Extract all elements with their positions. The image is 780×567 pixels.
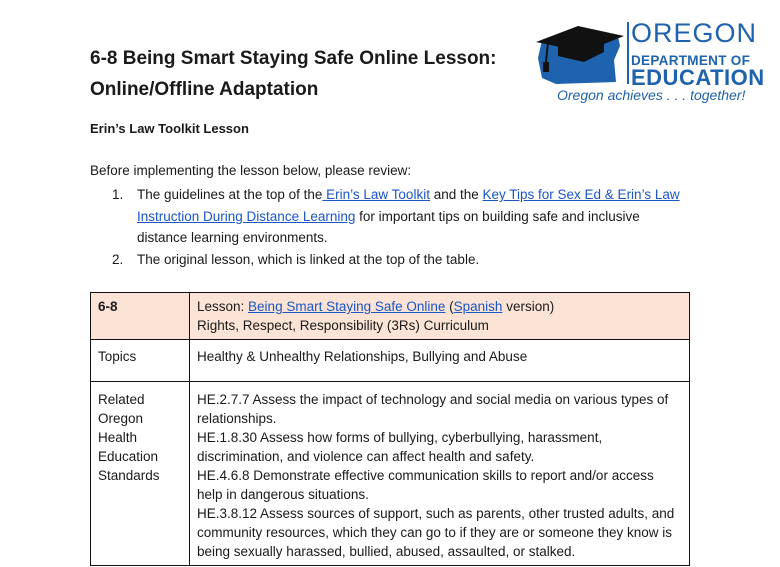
curriculum-text: Rights, Respect, Responsibility (3Rs) Curriculum [197, 318, 489, 333]
key-tips-link[interactable]: Key Tips for Sex Ed & Erin’s Law Instruction During Distance Learning [137, 187, 680, 224]
lesson-table [90, 292, 690, 566]
logo-education-text: EDUCATION [631, 65, 765, 90]
topics-label: Topics [91, 340, 190, 382]
paren-close: version) [502, 299, 555, 314]
paren-open: ( [445, 299, 454, 314]
standards-label-line: Education [98, 449, 159, 464]
title-line-2: Online/Offline Adaptation [90, 79, 319, 100]
table-row [91, 293, 690, 340]
standards-label-line: Related [98, 392, 145, 407]
standards-label-line: Standards [98, 468, 160, 483]
graduation-cap-oregon-icon [528, 18, 628, 90]
logo-oregon-word: OREGON [631, 18, 758, 48]
list-item [90, 184, 690, 249]
logo-divider [627, 22, 629, 84]
logo-tagline: Oregon achieves . . . together! [557, 87, 746, 103]
lesson-line [197, 297, 682, 316]
step-text: for important tips on building safe and inclusive distance learning environments. [137, 208, 640, 245]
step-number: 1. [112, 187, 124, 202]
lesson-cell [190, 293, 690, 340]
standards-label [91, 382, 190, 566]
table-row [91, 382, 690, 566]
logo-department-text: DEPARTMENT OF [631, 53, 751, 68]
standard-item: HE.4.6.8 Demonstrate effective communication skills to report and/or access help in dangerous situations. [197, 468, 654, 502]
page-title [90, 43, 497, 105]
lesson-link[interactable]: Being Smart Staying Safe Online [248, 299, 446, 314]
erins-law-toolkit-link[interactable]: Erin’s Law Toolkit [322, 187, 430, 202]
standards-label-line: Oregon [98, 411, 144, 426]
step-text: The original lesson, which is linked at the top of the table. [137, 251, 480, 267]
spanish-version-link[interactable]: Spanish [453, 299, 503, 314]
table-row [91, 340, 690, 382]
topics-value: Healthy & Unhealthy Relationships, Bullying and Abuse [190, 340, 690, 382]
lesson-prefix: Lesson: [197, 299, 249, 314]
grade-cell: 6-8 [91, 293, 190, 340]
review-steps-list [90, 184, 690, 270]
step-number: 2. [112, 251, 124, 267]
list-item [90, 249, 690, 271]
standard-item: HE.1.8.30 Assess how forms of bullying, cyberbullying, harassment, discrimination, and violence can affect health and safety. [197, 430, 603, 464]
toolkit-subtitle: Erin’s Law Toolkit Lesson [90, 121, 249, 136]
standard-item: HE.2.7.7 Assess the impact of technology and social media on various types of relationships. [197, 392, 669, 426]
standards-label-line: Health [98, 430, 138, 445]
title-line-1: 6-8 Being Smart Staying Safe Online Lesson: [90, 48, 497, 69]
intro-text: Before implementing the lesson below, please review: [90, 163, 412, 178]
step-text: and the [429, 187, 483, 202]
standard-item: HE.3.8.12 Assess sources of support, such as parents, other trusted adults, and community resources, which they can go to if they are or someone they know is being sexually harassed, bullied, abused, assaulted, or stalked. [197, 506, 675, 559]
standards-value [190, 382, 690, 566]
step-text: The guidelines at the top of the [137, 187, 323, 202]
